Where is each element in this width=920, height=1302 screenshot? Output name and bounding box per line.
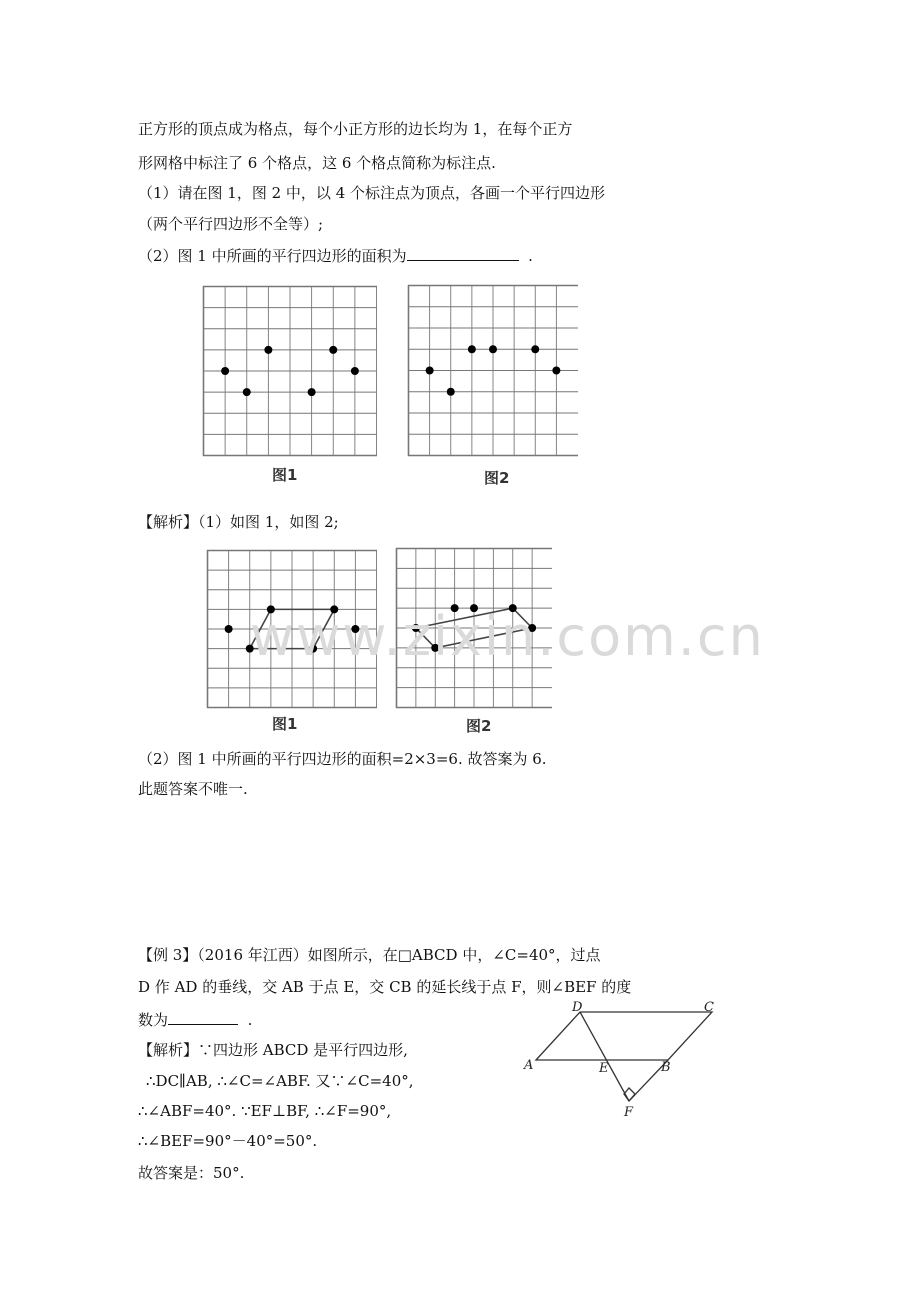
problem-text-line: （两个平行四边形不全等）; xyxy=(138,215,324,233)
solution-figure-1-caption: 图1 xyxy=(272,715,298,733)
solution-heading: 【解析】（1）如图 1，如图 2; xyxy=(138,513,339,531)
label-f: F xyxy=(624,1105,634,1120)
problem-text-line: 形网格中标注了 6 个格点，这 6 个格点简称为标注点. xyxy=(138,154,496,172)
label-d: D xyxy=(572,1000,583,1015)
problem-text-line: 正方形的顶点成为格点，每个小正方形的边长均为 1，在每个正方 xyxy=(138,120,573,138)
lattice-point xyxy=(329,346,337,354)
parallelogram-diagram xyxy=(520,998,730,1120)
question-end: . xyxy=(247,1011,253,1029)
figure-2-caption: 图2 xyxy=(484,469,510,487)
perpendicular-line-df xyxy=(580,1012,629,1101)
lattice-point xyxy=(531,345,539,353)
solution-figure-2-caption: 图2 xyxy=(466,717,492,735)
lattice-point xyxy=(225,625,233,633)
lattice-point xyxy=(243,388,251,396)
parallelogram-abcd xyxy=(536,1012,712,1060)
label-b: B xyxy=(661,1060,671,1075)
lattice-point xyxy=(447,388,455,396)
lattice-point xyxy=(264,346,272,354)
example-text-line: D 作 AD 的垂线，交 AB 于点 E，交 CB 的延长线于点 F，则∠BEF 的度 xyxy=(138,978,632,996)
problem-question-line xyxy=(138,246,533,266)
solution-text-line: 【解析】∵四边形 ABCD 是平行四边形, xyxy=(138,1041,408,1059)
lattice-point xyxy=(426,367,434,375)
problem-text-line: （1）请在图 1，图 2 中，以 4 个标注点为顶点，各画一个平行四边形 xyxy=(138,184,606,202)
solution-text-line: （2）图 1 中所画的平行四边形的面积=2×3=6. 故答案为 6. xyxy=(138,750,547,768)
example-text-line: 【例 3】（2016 年江西）如图所示，在□ABCD 中，∠C=40°，过点 xyxy=(138,946,601,964)
lattice-point xyxy=(489,345,497,353)
answer-blank xyxy=(168,1010,238,1025)
label-c: C xyxy=(704,1000,714,1015)
solution-text-line: ∴∠ABF=40°. ∵EF⊥BF, ∴∠F=90°, xyxy=(138,1102,392,1120)
solution-text-line: ∴DC∥AB, ∴∠C=∠ABF. 又∵∠C=40°, xyxy=(146,1072,414,1090)
lattice-point xyxy=(468,345,476,353)
grid-figure-2 xyxy=(408,285,578,456)
example-question-line xyxy=(138,1010,252,1030)
lattice-point xyxy=(552,367,560,375)
lattice-point xyxy=(221,367,229,375)
solution-text-line: 故答案是：50°. xyxy=(138,1164,245,1182)
watermark: www.zixin.com.cn xyxy=(250,605,765,668)
grid-figure-1 xyxy=(203,286,377,456)
question-end: . xyxy=(528,247,533,265)
lattice-point xyxy=(351,367,359,375)
figure-1-caption: 图1 xyxy=(272,466,298,484)
answer-blank xyxy=(407,246,519,261)
label-e: E xyxy=(599,1061,609,1076)
solution-text-line: ∴∠BEF=90°－40°=50°. xyxy=(138,1132,318,1150)
question-text: （2）图 1 中所画的平行四边形的面积为 xyxy=(138,247,407,265)
solution-text-line: 此题答案不唯一. xyxy=(138,780,248,798)
lattice-point xyxy=(308,388,316,396)
question-text: 数为 xyxy=(138,1011,169,1029)
label-a: A xyxy=(524,1058,534,1073)
